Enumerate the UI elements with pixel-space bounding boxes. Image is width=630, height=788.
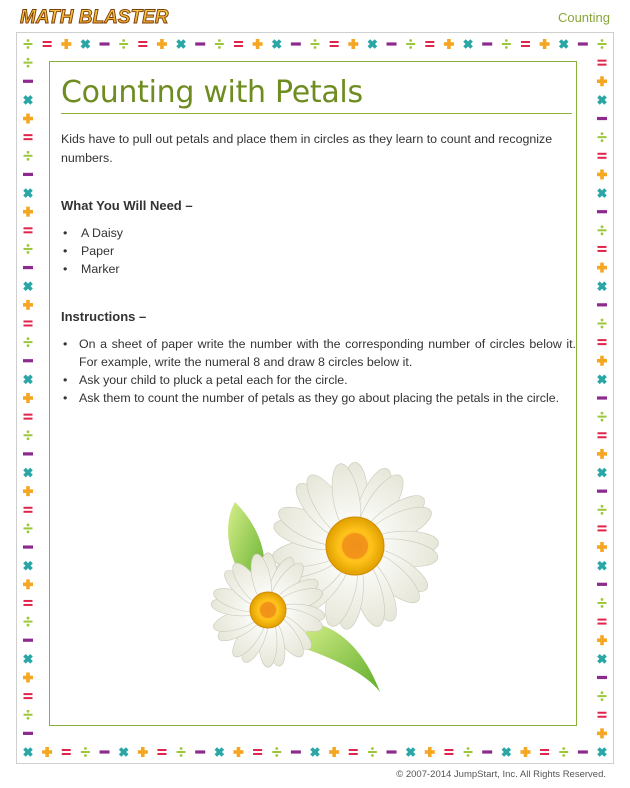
bullet: • (63, 337, 68, 351)
minus-icon (597, 490, 607, 493)
equals-icon (253, 749, 262, 755)
divide-icon (598, 412, 607, 422)
divide-icon (598, 319, 607, 329)
minus-icon (597, 583, 607, 586)
plus-icon (329, 747, 339, 757)
minus-icon (23, 359, 33, 362)
equals-icon (24, 600, 33, 606)
instructions-list (61, 335, 576, 407)
plus-icon (138, 747, 148, 757)
minus-icon (195, 42, 205, 45)
plus-icon (23, 579, 33, 589)
minus-icon (597, 303, 607, 306)
title-divider (61, 113, 572, 114)
equals-icon (24, 693, 33, 699)
times-icon (597, 375, 607, 385)
divide-icon (272, 747, 281, 757)
intro-paragraph: Kids have to pull out petals and place them in circles as they learn to count and recognize numbers. (61, 132, 553, 165)
times-icon (463, 39, 473, 49)
plus-icon (23, 300, 33, 310)
plus-icon (23, 486, 33, 496)
list-item (61, 260, 261, 278)
plus-icon (520, 747, 530, 757)
bullet: • (63, 391, 68, 405)
times-icon (597, 747, 607, 757)
plus-icon (23, 672, 33, 682)
divide-icon (598, 225, 607, 235)
divide-icon (598, 598, 607, 608)
equals-icon (598, 60, 607, 66)
flower-center-core (342, 533, 368, 559)
equals-icon (234, 41, 243, 47)
minus-icon (387, 750, 397, 753)
divide-icon (464, 747, 473, 757)
times-icon (559, 39, 569, 49)
divide-icon (598, 132, 607, 142)
equals-icon (598, 525, 607, 531)
equals-icon (24, 227, 33, 233)
minus-icon (195, 750, 205, 753)
list-item (61, 224, 261, 242)
times-icon (406, 747, 416, 757)
minus-icon (291, 750, 301, 753)
flower-center-core (260, 602, 276, 618)
times-icon (119, 747, 129, 757)
plus-icon (597, 169, 607, 179)
materials-list (61, 224, 261, 278)
plus-icon (597, 542, 607, 552)
equals-icon (598, 432, 607, 438)
minus-icon (578, 42, 588, 45)
minus-icon (100, 42, 110, 45)
material-label: Marker (81, 262, 120, 276)
list-item (61, 335, 576, 371)
times-icon (23, 561, 33, 571)
minus-icon (23, 266, 33, 269)
equals-icon (24, 134, 33, 140)
bullet: • (63, 373, 68, 387)
minus-icon (23, 639, 33, 642)
plus-icon (23, 393, 33, 403)
equals-icon (24, 414, 33, 420)
minus-icon (597, 396, 607, 399)
divide-icon (598, 39, 607, 49)
worksheet-title: Counting with Petals (61, 75, 363, 110)
times-icon (81, 39, 91, 49)
times-icon (597, 281, 607, 291)
plus-icon (597, 263, 607, 273)
equals-icon (330, 41, 339, 47)
divide-icon (24, 710, 33, 720)
minus-icon (23, 452, 33, 455)
equals-icon (24, 320, 33, 326)
material-label: Paper (81, 244, 115, 258)
divide-icon (81, 747, 90, 757)
divide-icon (24, 617, 33, 627)
times-icon (23, 468, 33, 478)
plus-icon (348, 39, 358, 49)
bullet: • (63, 244, 68, 258)
divide-icon (598, 505, 607, 515)
worksheet-panel (49, 61, 577, 726)
divide-icon (368, 747, 377, 757)
minus-icon (23, 80, 33, 83)
plus-icon (233, 747, 243, 757)
equals-icon (157, 749, 166, 755)
equals-icon (598, 246, 607, 252)
materials-heading: What You Will Need – (61, 198, 193, 213)
times-icon (310, 747, 320, 757)
plus-icon (61, 39, 71, 49)
equals-icon (24, 507, 33, 513)
times-icon (368, 39, 378, 49)
minus-icon (23, 173, 33, 176)
instruction-text: Ask them to count the number of petals as they go about placing the petals in the circle. (79, 391, 560, 405)
plus-icon (597, 76, 607, 86)
divide-icon (502, 39, 511, 49)
divide-icon (24, 58, 33, 68)
minus-icon (291, 42, 301, 45)
leaf-shape (300, 622, 380, 692)
divide-icon (24, 524, 33, 534)
minus-icon (578, 750, 588, 753)
times-icon (23, 375, 33, 385)
equals-icon (521, 41, 530, 47)
instruction-text: Ask your child to pluck a petal each for the circle. (79, 373, 348, 387)
plus-icon (253, 39, 263, 49)
plus-icon (597, 635, 607, 645)
minus-icon (387, 42, 397, 45)
times-icon (23, 654, 33, 664)
divide-icon (406, 39, 415, 49)
minus-icon (23, 732, 33, 735)
times-icon (597, 468, 607, 478)
plus-icon (425, 747, 435, 757)
daisy-illustration (190, 457, 440, 707)
minus-icon (482, 42, 492, 45)
list-item (61, 371, 576, 389)
divide-icon (598, 691, 607, 701)
equals-icon (62, 749, 71, 755)
times-icon (597, 95, 607, 105)
times-icon (23, 747, 33, 757)
equals-icon (43, 41, 52, 47)
plus-icon (23, 114, 33, 124)
times-icon (23, 281, 33, 291)
divide-icon (215, 39, 224, 49)
plus-icon (597, 356, 607, 366)
divide-icon (177, 747, 186, 757)
plus-icon (23, 207, 33, 217)
plus-icon (42, 747, 52, 757)
minus-icon (597, 210, 607, 213)
math-blaster-logo (18, 5, 186, 27)
list-item (61, 242, 261, 260)
divide-icon (24, 337, 33, 347)
logo-text: MATH BLASTER (20, 7, 169, 27)
equals-icon (598, 619, 607, 625)
bullet: • (63, 262, 68, 276)
equals-icon (598, 712, 607, 718)
copyright-notice: © 2007-2014 JumpStart, Inc. All Rights Reserved. (396, 769, 606, 780)
minus-icon (100, 750, 110, 753)
minus-icon (597, 117, 607, 120)
divide-icon (311, 39, 320, 49)
divide-icon (24, 430, 33, 440)
divide-icon (24, 39, 33, 49)
list-item (61, 389, 576, 407)
plus-icon (597, 449, 607, 459)
equals-icon (349, 749, 358, 755)
times-icon (176, 39, 186, 49)
times-icon (597, 188, 607, 198)
material-label: A Daisy (81, 226, 124, 240)
divide-icon (24, 244, 33, 254)
equals-icon (598, 153, 607, 159)
times-icon (597, 654, 607, 664)
equals-icon (444, 749, 453, 755)
equals-icon (598, 339, 607, 345)
times-icon (23, 188, 33, 198)
instructions-heading: Instructions – (61, 309, 147, 324)
times-icon (502, 747, 512, 757)
equals-icon (425, 41, 434, 47)
times-icon (215, 747, 225, 757)
equals-icon (138, 41, 147, 47)
bullet: • (63, 226, 68, 240)
instruction-text: On a sheet of paper write the number with the corresponding number of circles below it. For example, write the numeral 8 and draw 8 circles below it. (79, 337, 576, 369)
times-icon (272, 39, 282, 49)
plus-icon (540, 39, 550, 49)
category-label: Counting (557, 10, 610, 25)
plus-icon (597, 728, 607, 738)
times-icon (23, 95, 33, 105)
divide-icon (559, 747, 568, 757)
minus-icon (482, 750, 492, 753)
minus-icon (597, 676, 607, 679)
minus-icon (23, 545, 33, 548)
equals-icon (540, 749, 549, 755)
divide-icon (119, 39, 128, 49)
plus-icon (444, 39, 454, 49)
plus-icon (157, 39, 167, 49)
times-icon (597, 561, 607, 571)
divide-icon (24, 151, 33, 161)
